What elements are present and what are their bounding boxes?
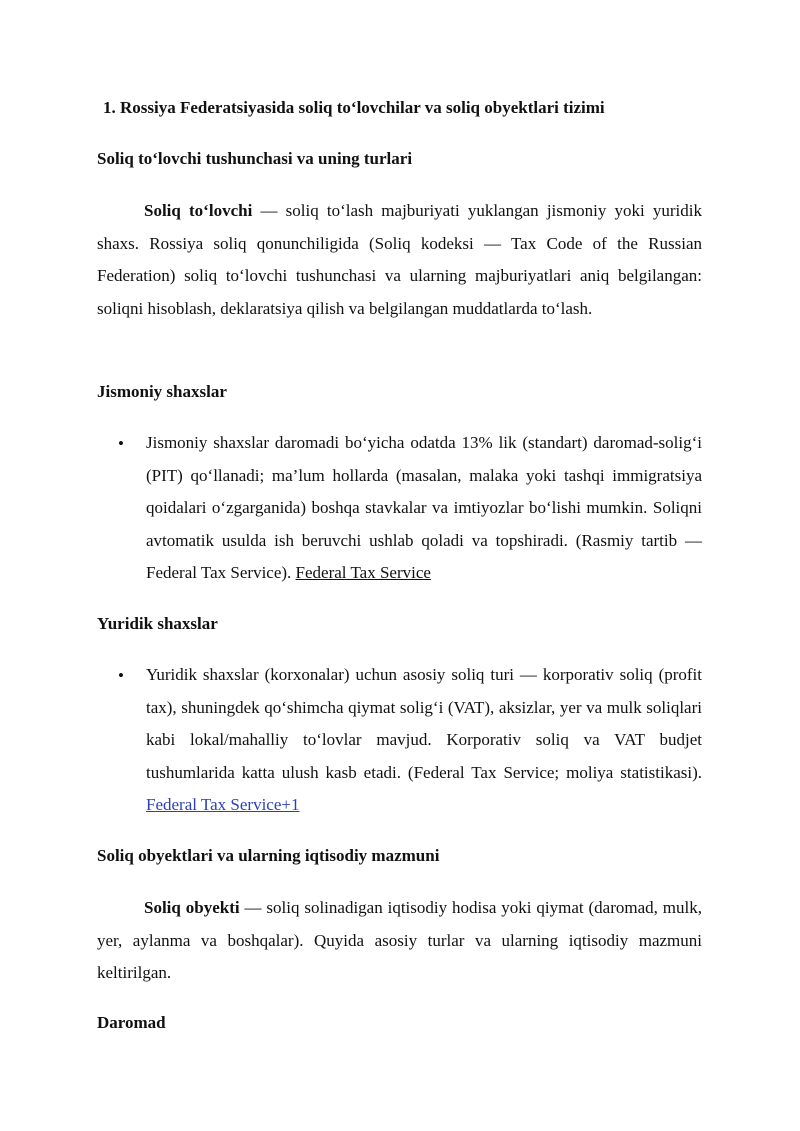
taxpayer-definition-text: — soliq to‘lash majburiyati yuklangan jismoniy yoki yuridik shaxs. Rossiya soliq qonunchiligida (Soliq kodeksi — Tax Code of the Russian Federation) soliq to‘lovchi tushunchasi va ularning majburiyatlari aniq belgilangan: soliqni hisoblash, deklaratsiya qilish va belgilangan muddatlarda to‘lash. bbox=[97, 201, 702, 318]
list-item-individuals bbox=[146, 427, 702, 590]
section-heading-income: Daromad bbox=[97, 1013, 166, 1032]
list-item-legal-entities bbox=[146, 659, 702, 822]
document-title: 1. Rossiya Federatsiyasida soliq to‘lovchilar va soliq obyektlari tizimi bbox=[103, 98, 605, 117]
term-tax-object: Soliq obyekti bbox=[144, 898, 240, 917]
paragraph-taxpayer-definition bbox=[97, 195, 702, 325]
term-taxpayer: Soliq to‘lovchi bbox=[144, 201, 253, 220]
section-heading-taxpayer: Soliq to‘lovchi tushunchasi va uning turlari bbox=[97, 149, 413, 168]
link-federal-tax-service[interactable]: Federal Tax Service bbox=[295, 563, 431, 582]
bullet-icon: • bbox=[118, 434, 124, 453]
legal-entities-text: Yuridik shaxslar (korxonalar) uchun asosiy soliq turi — korporativ soliq (profit tax), shuningdek qo‘shimcha qiymat solig‘i (VAT), aksizlar, yer va mulk soliqlari kabi lokal/mahalliy to‘lovlar mavjud. Korporativ soliq va VAT budjet tushumlarida katta ulush kasb etadi. (Federal Tax Service; moliya statistikasi). bbox=[146, 665, 702, 782]
individuals-text: Jismoniy shaxslar daromadi bo‘yicha odatda 13% lik (standart) daromad-solig‘i (PIT) qo‘llanadi; ma’lum hollarda (masalan, malaka yoki tashqi immigratsiya qoidalari o‘zgarganida) boshqa stavkalar va imtiyozlar bo‘lishi mumkin. Soliqni avtomatik usulda ish beruvchi ushlab qoladi va topshiradi. (Rasmiy tartib — Federal Tax Service). bbox=[146, 433, 702, 582]
link-federal-tax-service-plus[interactable]: Federal Tax Service+1 bbox=[146, 795, 300, 814]
section-heading-individuals: Jismoniy shaxslar bbox=[97, 382, 227, 401]
section-heading-tax-objects: Soliq obyektlari va ularning iqtisodiy mazmuni bbox=[97, 846, 440, 865]
bullet-icon: • bbox=[118, 666, 124, 685]
section-heading-legal-entities: Yuridik shaxslar bbox=[97, 614, 218, 633]
paragraph-tax-object-definition bbox=[97, 892, 702, 990]
tax-object-definition-text: — soliq solinadigan iqtisodiy hodisa yoki qiymat (daromad, mulk, yer, aylanma va boshqalar). Quyida asosiy turlar va ularning iqtisodiy mazmuni keltirilgan. bbox=[97, 898, 702, 982]
